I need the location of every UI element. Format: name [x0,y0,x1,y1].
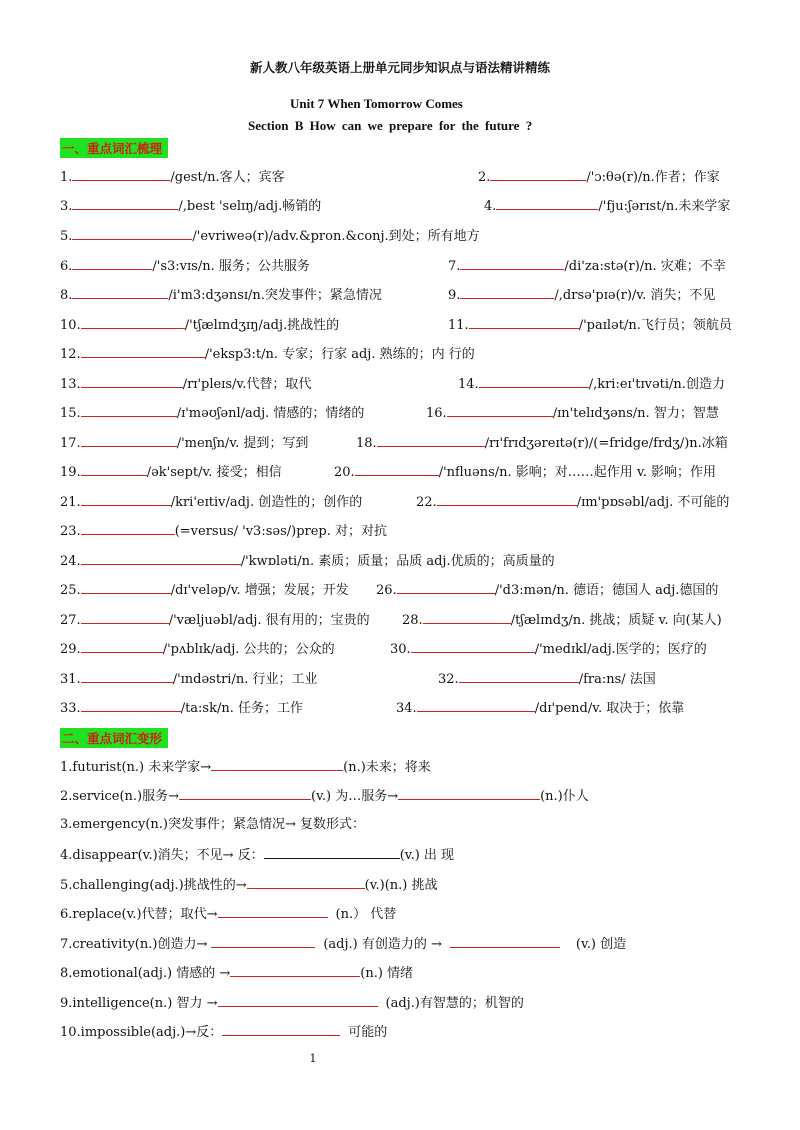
vocab-item [356,434,728,452]
item-number: 7. [448,259,461,274]
form-item [60,817,365,833]
item-text: /di'za:stə(r)/n. 灾难；不幸 [564,259,726,274]
answer-blank[interactable] [230,964,360,977]
answer-blank[interactable] [447,404,553,417]
answer-blank[interactable] [460,286,554,299]
form-item [60,905,396,923]
answer-blank[interactable] [218,994,378,1007]
answer-blank[interactable] [81,640,163,653]
vocab-item [60,257,310,275]
answer-blank[interactable] [211,935,315,948]
item-number: 17. [60,436,81,451]
answer-blank[interactable] [81,522,175,535]
form-text: (n.) 情绪 [360,966,414,981]
section-heading-vocabulary: 一、重点词汇梳理 [60,138,168,158]
vocab-item [60,463,282,481]
item-number: 4. [484,199,497,214]
item-text: /'paɪlət/n.飞行员；领航员 [578,318,732,333]
item-number: 2. [478,170,491,185]
vocab-item [478,168,720,186]
item-number: 1. [60,170,73,185]
item-text: /'ɪndəstri/n. 行业；工业 [172,672,318,687]
vocab-item [60,168,285,186]
vocab-item [60,404,364,422]
vocab-item [60,345,475,363]
page-number: 1 [309,1052,317,1065]
answer-blank[interactable] [218,905,328,918]
vocab-item [438,670,656,688]
item-number: 23. [60,524,81,539]
form-text: 8.emotional(adj.) 情感的 → [60,966,231,981]
item-number: 6. [60,259,73,274]
item-number: 28. [402,613,423,628]
answer-blank[interactable] [72,286,168,299]
vocab-item [390,640,707,658]
answer-blank[interactable] [437,493,577,506]
vocab-item [60,699,303,717]
item-text: /'kwɒləti/n. 素质；质量；品质 adj.优质的；高质量的 [240,554,555,569]
item-text: /ta:sk/n. 任务；工作 [180,701,303,716]
item-number: 10. [60,318,81,333]
answer-blank[interactable] [81,316,185,329]
item-text: /ɪm'pɒsəbl/adj. 不可能的 [576,495,730,510]
item-number: 14. [458,377,479,392]
item-text: /rɪ'frɪdʒəreɪtə(r)/(=fridge/frdʒ/)n.冰箱 [484,436,728,451]
item-number: 18. [356,436,377,451]
vocab-item [60,581,349,599]
item-text: /'pʌblɪk/adj. 公共的；公众的 [162,642,335,657]
item-number: 32. [438,672,459,687]
answer-blank[interactable] [459,670,579,683]
answer-blank[interactable] [72,257,152,270]
vocab-item [60,640,335,658]
answer-blank[interactable] [81,699,181,712]
answer-blank[interactable] [72,227,192,240]
answer-blank[interactable] [264,846,400,859]
vocab-item [426,404,719,422]
answer-blank[interactable] [81,434,177,447]
item-number: 11. [448,318,469,333]
item-number: 19. [60,465,81,480]
vocab-item [334,463,716,481]
item-text: /tʃælɪndʒ/n. 挑战；质疑 v. 向(某人) [510,613,722,628]
form-text: 可能的 [348,1025,388,1040]
item-text: /'eksp3:t/n. 专家；行家 adj. 熟练的；内 行的 [204,347,475,362]
item-text: /,kri:eɪ'tɪvəti/n.创造力 [588,377,725,392]
form-item [60,994,524,1012]
vocab-item [60,493,362,511]
answer-blank[interactable] [72,168,170,181]
form-text: (n.） 代替 [335,907,397,922]
vocab-item [448,257,726,275]
vocab-item [376,581,718,599]
answer-blank[interactable] [355,463,439,476]
answer-blank[interactable] [377,434,485,447]
form-text: 7.creativity(n.)创造力→ [60,937,208,952]
form-text: 9.intelligence(n.) 智力 → [60,996,218,1011]
vocab-item [484,197,730,215]
answer-blank[interactable] [81,552,241,565]
answer-blank[interactable] [247,876,365,889]
vocab-item [458,375,725,393]
item-text: /rɪ'pleɪs/v.代替；取代 [182,377,312,392]
vocab-item [416,493,729,511]
form-item [60,964,413,982]
answer-blank[interactable] [211,758,343,771]
item-number: 29. [60,642,81,657]
form-text: (v.) 出 现 [399,848,455,863]
item-number: 25. [60,583,81,598]
item-text: /'medɪkl/adj.医学的；医疗的 [534,642,707,657]
answer-blank[interactable] [490,168,586,181]
answer-blank[interactable] [81,611,169,624]
answer-blank[interactable] [411,640,535,653]
form-text: 10.impossible(adj.)→反： [60,1025,223,1040]
item-text: /dɪ'veləp/v. 增强；发展；开发 [170,583,349,598]
answer-blank[interactable] [469,316,579,329]
item-text: /'s3:vɪs/n. 服务；公共服务 [152,259,310,274]
answer-blank[interactable] [72,197,178,210]
item-text: /ək'sept/v. 接受；相信 [146,465,282,480]
item-number: 12. [60,347,81,362]
item-number: 31. [60,672,81,687]
vocab-item [60,434,308,452]
item-text: /fra:ns/ 法国 [578,672,656,687]
item-text: /i'm3:dʒənsɪ/n.突发事件；紧急情况 [168,288,382,303]
section-heading-word-forms: 二、重点词汇变形 [60,728,168,748]
answer-blank[interactable] [81,670,173,683]
form-text: (v.) 为…服务→ [311,789,399,804]
vocab-item [60,611,370,629]
item-text: /'fju:ʃərɪst/n.未来学家 [598,199,731,214]
form-text: 5.challenging(adj.)挑战性的→ [60,878,247,893]
form-text: 6.replace(v.)代替；取代→ [60,907,218,922]
item-text: /'væljuəbl/adj. 很有用的；宝贵的 [168,613,370,628]
item-number: 26. [376,583,397,598]
form-text: 1.futurist(n.) 未来学家→ [60,760,212,775]
answer-blank[interactable] [81,345,205,358]
vocab-item [60,375,311,393]
answer-blank[interactable] [450,935,560,948]
form-text: (n.)仆人 [540,789,589,804]
answer-blank[interactable] [479,375,589,388]
answer-blank[interactable] [81,581,171,594]
form-text: (v.) 创造 [575,937,627,952]
answer-blank[interactable] [81,463,147,476]
section-title: Section B How can we prepare for the future ? [248,118,533,133]
item-text: /kri'eɪtiv/adj. 创造性的；创作的 [170,495,363,510]
form-text: (n.)未来；将来 [343,760,431,775]
vocab-item [60,670,317,688]
form-text: 4.disappear(v.)消失；不见→ 反： [60,848,264,863]
item-text: /'menʃn/v. 提到；写到 [176,436,309,451]
item-number: 5. [60,229,73,244]
answer-blank[interactable] [179,787,311,800]
item-number: 27. [60,613,81,628]
item-text: /'evriweə(r)/adv.&pron.&conj.到处；所有地方 [192,229,480,244]
answer-blank[interactable] [423,611,511,624]
item-text: /,best 'selɪŋ/adj.畅销的 [178,199,322,214]
item-text: /'ɔ:θə(r)/n.作者；作家 [586,170,720,185]
answer-blank[interactable] [496,197,598,210]
answer-blank[interactable] [81,404,177,417]
form-item [60,846,454,864]
answer-blank[interactable] [81,493,171,506]
item-number: 8. [60,288,73,303]
vocab-item [60,552,555,570]
item-number: 24. [60,554,81,569]
answer-blank[interactable] [417,699,535,712]
vocab-item [396,699,684,717]
item-number: 22. [416,495,437,510]
item-text: /'d3:mən/n. 德语；德国人 adj.德国的 [494,583,719,598]
vocab-item [60,197,321,215]
form-item [60,1023,387,1041]
form-item [60,876,438,894]
item-number: 21. [60,495,81,510]
item-text: /'tʃælɪndʒɪŋ/adj.挑战性的 [184,318,340,333]
item-number: 34. [396,701,417,716]
item-text: /,drsə'pɪə(r)/v. 消失；不见 [554,288,716,303]
form-text: (v.)(n.) 挑战 [364,878,438,893]
item-text: /gest/n.客人；宾客 [170,170,285,185]
item-number: 13. [60,377,81,392]
form-text: (adj.) 有创造力的 → [323,937,442,952]
answer-blank[interactable] [398,787,540,800]
answer-blank[interactable] [460,257,564,270]
form-text: 3.emergency(n.)突发事件；紧急情况→ 复数形式： [60,817,366,832]
vocab-item [448,286,715,304]
form-item [60,758,431,776]
form-text: 2.service(n.)服务→ [60,789,179,804]
answer-blank[interactable] [222,1023,340,1036]
unit-title: Unit 7 When Tomorrow Comes [290,96,463,111]
item-number: 20. [334,465,355,480]
vocab-item [448,316,732,334]
form-item [60,787,589,805]
item-number: 30. [390,642,411,657]
item-number: 3. [60,199,73,214]
item-text: /dɪ'pend/v. 取决于；依靠 [534,701,685,716]
vocab-item [402,611,722,629]
item-number: 9. [448,288,461,303]
vocab-item [60,522,387,540]
item-number: 16. [426,406,447,421]
item-number: 33. [60,701,81,716]
form-item [60,935,626,953]
answer-blank[interactable] [397,581,495,594]
item-text: /'nfluəns/n. 影响；对……起作用 v. 影响；作用 [438,465,717,480]
vocab-item [60,316,339,334]
item-number: 15. [60,406,81,421]
answer-blank[interactable] [81,375,183,388]
vocab-item [60,286,382,304]
document-title: 新人教八年级英语上册单元同步知识点与语法精讲精练 [249,60,550,75]
item-text: (=versus/ 'v3:səs/)prep. 对；对抗 [174,524,388,539]
item-text: /ɪ'məʊʃənl/adj. 情感的；情绪的 [176,406,365,421]
form-text: (adj.)有智慧的；机智的 [385,996,524,1011]
vocab-item [60,227,480,245]
item-text: /ɪn'telɪdʒəns/n. 智力；智慧 [552,406,719,421]
